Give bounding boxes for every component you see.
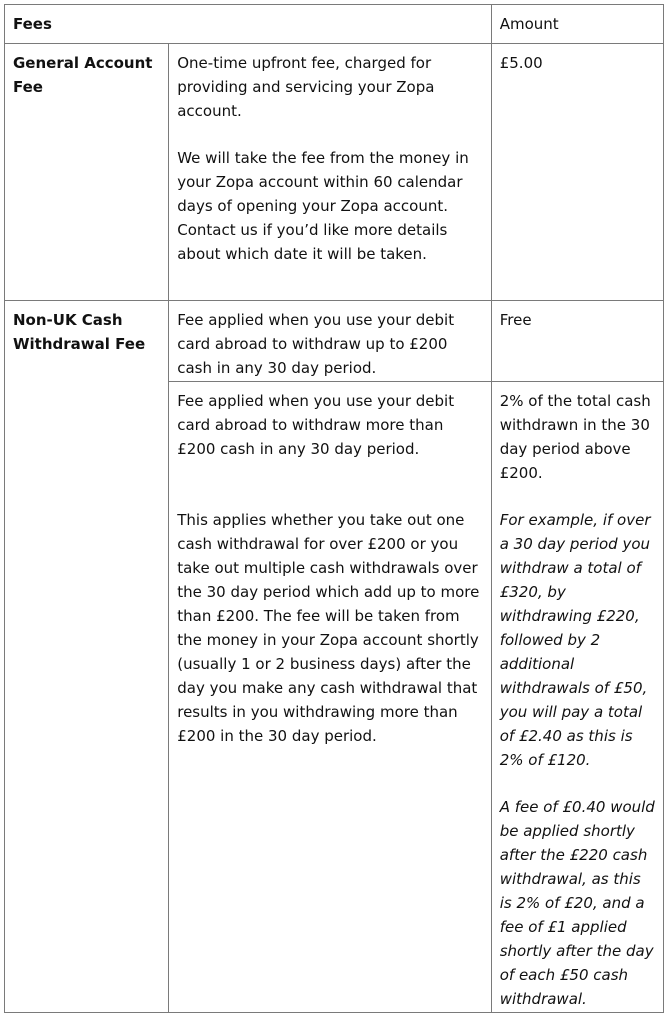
non-uk-fee-description-1: Fee applied when you use your debit card abroad to withdraw up to £200 cash in any 30 day period.	[169, 301, 491, 382]
non-uk-desc-paragraph-2: This applies whether you take out one cash withdrawal for over £200 or you take out multiple cash withdrawals over the 30 day period which add up to more than £200. The fee will be taken from the money in your Zopa account shortly (usually 1 or 2 business days) after the day you make any cash withdrawal that results in you withdrawing more than £200 in the 30 day period.	[177, 511, 480, 745]
table-row	[5, 44, 664, 301]
table-row	[5, 301, 664, 382]
non-uk-fee-amount-2	[491, 382, 663, 1013]
general-account-fee-amount: £5.00	[491, 44, 663, 301]
non-uk-cash-withdrawal-fee-name: Non-UK Cash Withdrawal Fee	[5, 301, 169, 1013]
non-uk-amount-paragraph-1: 2% of the total cash withdrawn in the 30 day period above £200.	[499, 392, 651, 482]
fees-table	[4, 4, 664, 1013]
general-desc-paragraph-2: We will take the fee from the money in your Zopa account within 60 calendar days of opening your Zopa account. Contact us if you’d like more details about which date it will be taken.	[177, 149, 469, 263]
non-uk-amount-example-1: For example, if over a 30 day period you withdraw a total of £320, by withdrawing £220, followed by 2 additional withdrawals of £50, you will pay a total of £2.40 as this is 2% of £120.	[499, 511, 651, 769]
table-header-row	[5, 5, 664, 44]
non-uk-amount-example-2: A fee of £0.40 would be applied shortly after the £220 cash withdrawal, as this is 2% of £20, and a fee of £1 applied shortly after the day of each £50 cash withdrawal.	[499, 798, 655, 1008]
general-desc-paragraph-1: One-time upfront fee, charged for providing and servicing your Zopa account.	[177, 54, 435, 120]
header-fees: Fees	[5, 5, 492, 44]
header-amount: Amount	[491, 5, 663, 44]
non-uk-fee-description-2	[169, 382, 491, 1013]
general-account-fee-description	[169, 44, 491, 301]
non-uk-fee-amount-1: Free	[491, 301, 663, 382]
general-account-fee-name: General Account Fee	[5, 44, 169, 301]
non-uk-desc-paragraph-1: Fee applied when you use your debit card abroad to withdraw more than £200 cash in any 30 day period.	[177, 392, 455, 458]
